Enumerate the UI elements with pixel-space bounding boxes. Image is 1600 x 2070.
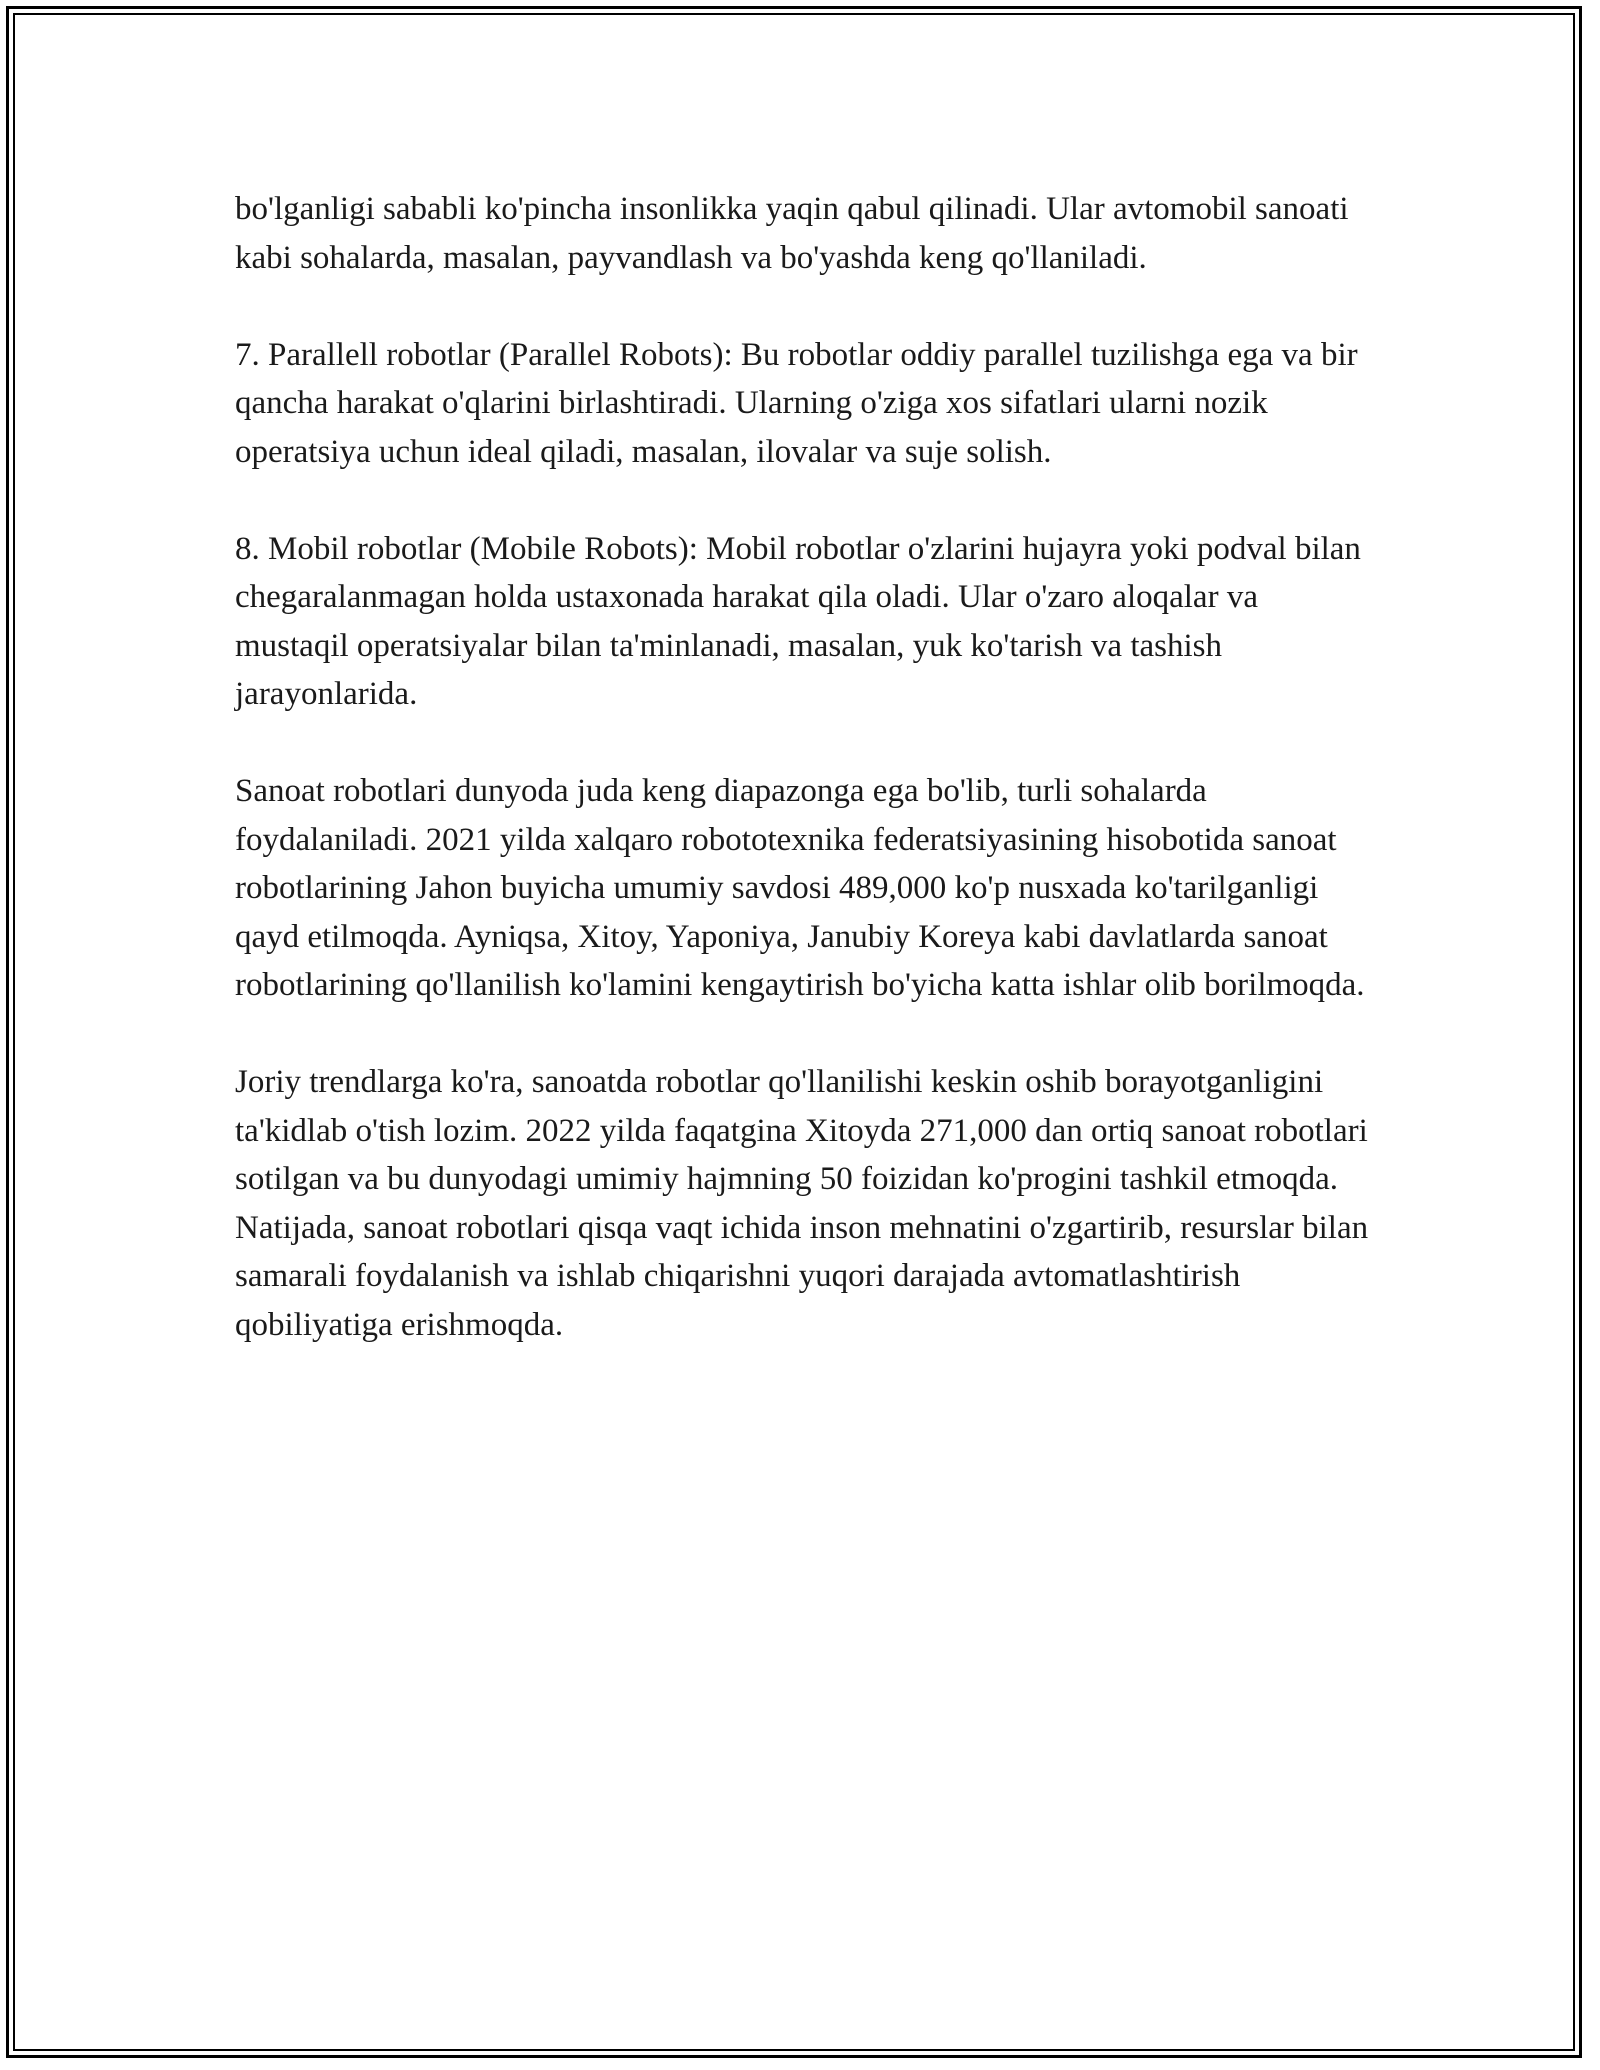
paragraph-current-trends: Joriy trendlarga ko'ra, sanoatda robotlar qo'llanilishi keskin oshib borayotganligini ta'kidlab o'tish lozim. 2022 yilda faqatgina Xitoyda 271,000 dan ortiq sanoat robotlari sotilgan va bu dunyodagi umimiy hajmning 50 foizidan ko'progini tashkil etmoqda. Natijada, sanoat robotlari qisqa vaqt ichida inson mehnatini o'zgartirib, resurslar bilan samarali foydalanish va ishlab chiqarishni yuqori darajada avtomatlashtirish qobiliyatiga erishmoqda. (235, 1064, 1369, 1343)
document-body (235, 185, 1375, 1398)
paragraph-industrial-robots-world: Sanoat robotlari dunyoda juda keng diapazonga ega bo'lib, turli sohalarda foydalaniladi. 2021 yilda xalqaro robototexnika federatsiyasining hisobotida sanoat robotlarining Jahon buyicha umumiy savdosi 489,000 ko'p nusxada ko'tarilganligi qayd etilmoqda. Ayniqsa, Xitoy, Yaponiya, Janubiy Koreya kabi davlatlarda sanoat robotlarining qo'llanilish ko'lamini kengaytirish bo'yicha katta ishlar olib borilmoqda. (235, 773, 1365, 1003)
paragraph-mobile-robots: 8. Mobil robotlar (Mobile Robots): Mobil robotlar o'zlarini hujayra yoki podval bilan chegaralanmagan holda ustaxonada harakat qila oladi. Ular o'zaro aloqalar va mustaqil operatsiyalar bilan ta'minlanadi, masalan, yuk ko'tarish va tashish jarayonlarida. (235, 530, 1361, 712)
paragraph-continuation: bo'lganligi sababli ko'pincha insonlikka yaqin qabul qilinadi. Ular avtomobil sanoati kabi sohalarda, masalan, payvandlash va bo'yashda keng qo'llaniladi. (235, 191, 1349, 276)
paragraph-parallel-robots: 7. Parallell robotlar (Parallel Robots): Bu robotlar oddiy parallel tuzilishga ega va bir qancha harakat o'qlarini birlashtiradi. Ularning o'ziga xos sifatlari ularni nozik operatsiya uchun ideal qiladi, masalan, ilovalar va suje solish. (235, 336, 1358, 470)
